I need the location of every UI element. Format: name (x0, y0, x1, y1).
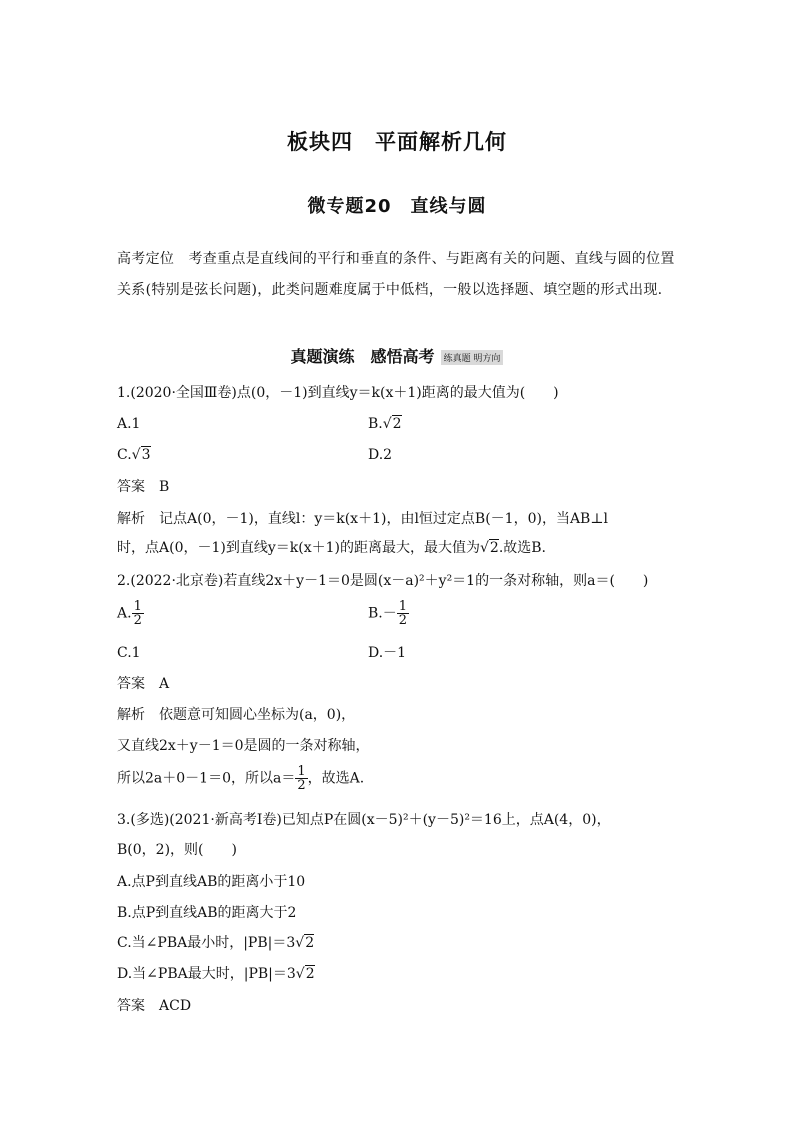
q2-stem: 2.(2022·北京卷)若直线2x＋y－1＝0是圆(x－a)²＋y²＝1的一条对称轴，则a＝( ) (117, 573, 649, 589)
q3-stem-line2: B(0，2)，则( ) (117, 842, 237, 858)
section-badge: 练真题 明方向 (441, 350, 504, 365)
q1-stem: 1.(2020·全国Ⅲ卷)点(0，－1)到直线y＝k(x＋1)距离的最大值为( ) (117, 385, 559, 401)
q2-option-c: C.1 (117, 645, 141, 661)
q2-explanation-line2: 又直线2x＋y－1＝0是圆的一条对称轴， (117, 738, 370, 754)
q3-option-c: C.当∠PBA最小时，|PB|＝3√2 (117, 935, 315, 951)
section-heading (0, 344, 794, 367)
q1-answer: 答案 B (117, 479, 170, 495)
q2-option-d: D.－1 (368, 645, 407, 661)
q1-option-c: C.√3 (117, 447, 151, 463)
q3-answer: 答案 ACD (117, 998, 192, 1014)
q1-explanation-line2: 时，点A(0，－1)到直线y＝k(x＋1)的距离最大，最大值为√2.故选B. (117, 540, 547, 556)
q3-option-b: B.点P到直线AB的距离大于2 (117, 905, 297, 921)
q1-explanation-line1: 解析 记点A(0，－1)，直线l：y＝k(x＋1)，由l恒过定点B(－1，0)，当AB⊥l (117, 511, 608, 527)
q2-answer: 答案 A (117, 676, 170, 692)
page-title: 板块四 平面解析几何 (287, 130, 507, 154)
q2-explanation-line3: 所以2a＋0－1＝0，所以a＝ $\frac{1}{2}$ ，故选A. (117, 764, 365, 793)
q1-option-d: D.2 (368, 447, 393, 463)
q1-option-b: B.√2 (368, 416, 402, 432)
q2-option-a: A. $\frac{1}{2}$ (117, 599, 142, 628)
page-subtitle: 微专题20 直线与圆 (307, 196, 487, 217)
q3-stem-line1: 3.(多选)(2021·新高考Ⅰ卷)已知点P在圆(x－5)²＋(y－5)²＝16上，点A(4，0)， (117, 812, 611, 828)
q2-explanation-line1: 解析 依题意可知圆心坐标为(a，0)， (117, 707, 356, 723)
q1-option-a: A.1 (117, 416, 141, 432)
q3-option-d: D.当∠PBA最大时，|PB|＝3√2 (117, 966, 315, 982)
q2-option-b: B.－ $\frac{1}{2}$ (368, 599, 408, 628)
intro-paragraph: 高考定位 考查重点是直线间的平行和垂直的条件、与距离有关的问题、直线与圆的位置关系(特别是弦长问题)，此类问题难度属于中低档，一般以选择题、填空题的形式出现. (117, 251, 675, 298)
section-title: 真题演练 感悟高考 (290, 347, 435, 366)
q3-option-a: A.点P到直线AB的距离小于10 (117, 874, 306, 890)
